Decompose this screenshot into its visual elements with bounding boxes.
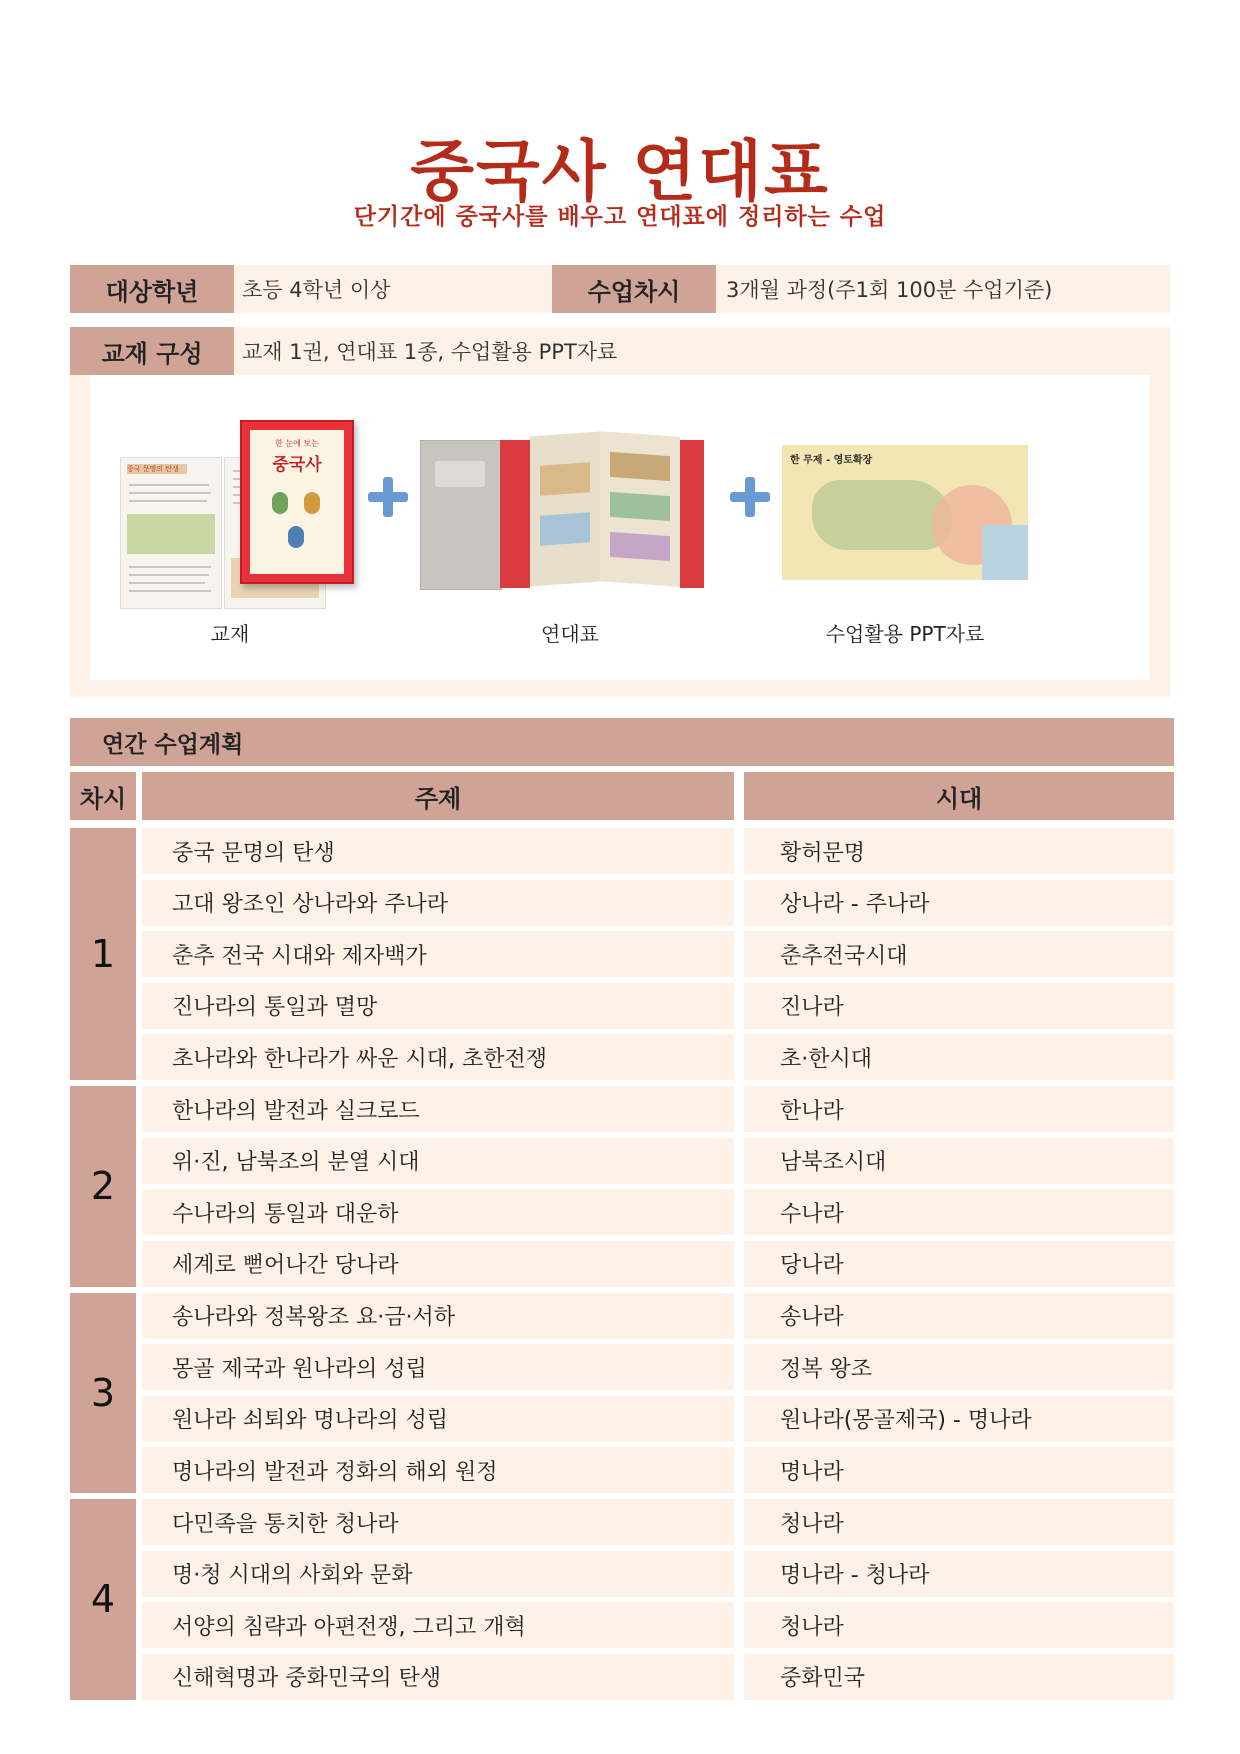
page-subtitle: 단기간에 중국사를 배우고 연대표에 정리하는 수업 — [353, 204, 887, 230]
sessions-value: 3개월 과정(주1회 100분 수업기준) — [726, 278, 1053, 302]
era-cell: 수나라 — [744, 1189, 1174, 1235]
plus-icon-2 — [730, 477, 770, 517]
era-cell: 명나라 — [744, 1447, 1174, 1493]
plus-icon — [368, 477, 408, 517]
era-cell: 한나라 — [744, 1086, 1174, 1132]
topic-cell: 다민족을 통치한 청나라 — [142, 1499, 734, 1545]
topic-cell: 세계로 뻗어나간 당나라 — [142, 1241, 734, 1287]
col-header-topic: 주제 — [142, 772, 734, 820]
caption-ppt: 수업활용 PPT자료 — [825, 622, 985, 646]
session-number: 1 — [70, 828, 136, 1080]
textbook-cover — [240, 420, 354, 584]
session-number: 2 — [70, 1086, 136, 1287]
session-number: 4 — [70, 1499, 136, 1700]
info-row-materials — [70, 327, 1170, 375]
materials-panel — [70, 375, 1170, 697]
era-cell: 정복 왕조 — [744, 1344, 1174, 1390]
topic-cell: 명·청 시대의 사회와 문화 — [142, 1551, 734, 1597]
caption-textbook: 교재 — [210, 622, 250, 646]
textbook-cover-title: 중국사 — [272, 455, 322, 475]
topic-cell: 위·진, 남북조의 분열 시대 — [142, 1138, 734, 1184]
era-cell: 청나라 — [744, 1499, 1174, 1545]
topic-cell: 서양의 침략과 아편전쟁, 그리고 개혁 — [142, 1602, 734, 1648]
ppt-map-title: 한 무제 - 영토확장 — [790, 455, 873, 466]
era-cell: 청나라 — [744, 1602, 1174, 1648]
textbook-page — [120, 457, 222, 609]
topic-cell: 송나라와 정복왕조 요·금·서하 — [142, 1293, 734, 1339]
topic-cell: 초나라와 한나라가 싸운 시대, 초한전쟁 — [142, 1034, 734, 1080]
topic-cell: 명나라의 발전과 정화의 해외 원정 — [142, 1447, 734, 1493]
topic-cell: 진나라의 통일과 멸망 — [142, 983, 734, 1029]
page-title: 중국사 연대표 — [410, 133, 830, 210]
materials-images — [90, 375, 1150, 680]
session-number: 3 — [70, 1293, 136, 1494]
topic-cell: 한나라의 발전과 실크로드 — [142, 1086, 734, 1132]
era-cell: 중화민국 — [744, 1654, 1174, 1700]
era-cell: 당나라 — [744, 1241, 1174, 1287]
materials-value: 교재 1권, 연대표 1종, 수업활용 PPT자료 — [242, 340, 618, 364]
textbook-page-title: 중국 문명의 탄생 — [127, 464, 187, 474]
era-cell: 송나라 — [744, 1293, 1174, 1339]
era-cell: 원나라(몽골제국) - 명나라 — [744, 1396, 1174, 1442]
era-cell: 춘추전국시대 — [744, 931, 1174, 977]
topic-cell: 신해혁명과 중화민국의 탄생 — [142, 1654, 734, 1700]
era-cell: 명나라 - 청나라 — [744, 1551, 1174, 1597]
era-cell: 초·한시대 — [744, 1034, 1174, 1080]
target-grade-value: 초등 4학년 이상 — [242, 278, 391, 302]
col-header-era: 시대 — [744, 772, 1174, 820]
plan-title: 연간 수업계획 — [70, 718, 1174, 766]
topic-cell: 춘추 전국 시대와 제자백가 — [142, 931, 734, 977]
info-row-grade — [70, 265, 1170, 313]
topic-cell: 수나라의 통일과 대운하 — [142, 1189, 734, 1235]
era-cell: 진나라 — [744, 983, 1174, 1029]
materials-label: 교재 구성 — [70, 327, 234, 375]
caption-timeline: 연대표 — [541, 622, 599, 646]
era-cell: 남북조시대 — [744, 1138, 1174, 1184]
era-cell: 황허문명 — [744, 828, 1174, 874]
topic-cell: 고대 왕조인 상나라와 주나라 — [142, 880, 734, 926]
topic-cell: 몽골 제국과 원나라의 성립 — [142, 1344, 734, 1390]
era-cell: 상나라 - 주나라 — [744, 880, 1174, 926]
target-grade-label: 대상학년 — [70, 265, 234, 313]
textbook-image — [120, 420, 376, 615]
topic-cell: 중국 문명의 탄생 — [142, 828, 734, 874]
sessions-label: 수업차시 — [552, 265, 716, 313]
ppt-map-image — [782, 445, 1028, 580]
textbook-cover-small: 한 눈에 보는 — [275, 439, 319, 448]
col-header-session: 차시 — [70, 772, 136, 820]
topic-cell: 원나라 쇠퇴와 명나라의 성립 — [142, 1396, 734, 1442]
timeline-image — [420, 430, 720, 590]
